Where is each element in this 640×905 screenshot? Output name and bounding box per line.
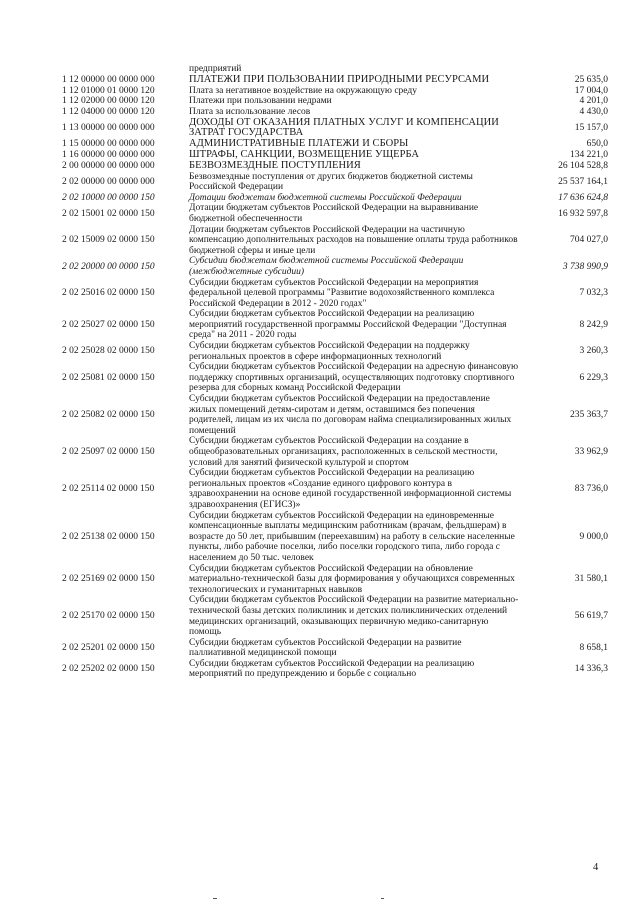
classification-code: 1 12 00000 00 0000 000 — [62, 75, 155, 86]
classification-code: 2 02 20000 00 0000 150 — [62, 261, 155, 272]
classification-code: 2 02 25114 02 0000 150 — [62, 484, 155, 495]
scan-artifact-mark — [213, 898, 217, 899]
table-row — [62, 638, 608, 659]
row-amount: 9 000,0 — [579, 531, 608, 542]
row-amount: 15 157,0 — [574, 123, 608, 134]
row-description: Субсидии бюджетам субъектов Российской Федерации на реализацию мероприятий государственной программы Российской Федерации "Доступная среда" на 2011 - 2020 годы — [189, 309, 507, 341]
table-row — [62, 256, 608, 277]
row-amount: 33 962,9 — [574, 447, 608, 457]
row-amount: 3 738 990,9 — [562, 261, 608, 272]
classification-code: 2 02 25081 02 0000 150 — [62, 372, 155, 383]
classification-code: 2 02 25028 02 0000 150 — [62, 346, 155, 357]
row-description: Субсидии бюджетам субъектов Российской Федерации на единовременные компенсационные выплаты медицинским работникам (врачам, фельдшерам) в возрасте до 50 лет, прибывшим (переехавшим) на работу в сельские населенные пункты, либо рабочие поселки, либо поселки городского типа, либо города с населением до 50 тыс. человек — [189, 510, 515, 563]
row-amount: 25 635,0 — [574, 75, 608, 86]
table-row — [62, 203, 608, 224]
row-amount: 3 260,3 — [579, 346, 608, 357]
row-description: Дотации бюджетам субъектов Российской Федерации на выравнивание бюджетной обеспеченности — [189, 203, 479, 224]
table-row — [62, 161, 608, 172]
page-number: 4 — [593, 862, 599, 873]
table-row — [62, 75, 608, 86]
row-description: Субсидии бюджетам субъектов Российской Федерации на развитие материально-технической базы детских поликлиник и детских поликлинических отделений медицинских организаций, оказывающих первичную медико-санитарную помощь — [189, 595, 519, 638]
classification-code: 2 02 25082 02 0000 150 — [62, 409, 155, 420]
row-description: Субсидии бюджетам субъектов Российской Федерации на создание в общеобразовательных организациях, расположенных в сельской местности, условий для занятий физической культурой и спортом — [189, 436, 498, 468]
table-row — [62, 436, 608, 468]
row-description: Плата за использование лесов — [189, 106, 311, 117]
classification-code: 2 02 00000 00 0000 000 — [62, 176, 155, 187]
classification-code: 1 12 01000 01 0000 120 — [62, 85, 155, 96]
classification-code: 1 12 04000 00 0000 120 — [62, 106, 155, 117]
table-row — [62, 107, 608, 118]
row-description: Субсидии бюджетам субъектов Российской Федерации на адресную финансовую поддержку спортивных организаций, осуществляющих подготовку спортивного резерва для сборных команд Российской Федерации — [189, 362, 519, 394]
classification-code: 2 02 15001 02 0000 150 — [62, 208, 155, 219]
table-row — [62, 511, 608, 564]
row-description: ДОХОДЫ ОТ ОКАЗАНИЯ ПЛАТНЫХ УСЛУГ И КОМПЕНСАЦИИ ЗАТРАТ ГОСУДАРСТВА — [189, 116, 499, 139]
row-description: Дотации бюджетам бюджетной системы Российской Федерации — [189, 192, 462, 203]
row-description: Платежи при пользовании недрами — [189, 96, 332, 107]
row-amount: 26 104 528,8 — [558, 160, 608, 171]
classification-code: 2 02 25138 02 0000 150 — [62, 531, 155, 542]
budget-revenue-table — [62, 75, 608, 680]
continued-text: предприятий — [189, 64, 242, 74]
row-amount: 83 736,0 — [574, 484, 608, 495]
table-row — [62, 659, 608, 680]
classification-code: 2 02 25097 02 0000 150 — [62, 447, 155, 457]
row-amount: 25 537 164,1 — [558, 176, 608, 187]
classification-code: 2 02 10000 00 0000 150 — [62, 192, 155, 203]
row-description: Субсидии бюджетам субъектов Российской Федерации на поддержку региональных проектов в сфере информационных технологий — [189, 341, 470, 362]
row-amount: 6 229,3 — [579, 372, 608, 383]
row-description: Субсидии бюджетам субъектов Российской Федерации на реализацию мероприятий по предупреждению и борьбе с социально — [189, 658, 475, 680]
row-description: АДМИНИСТРАТИВНЫЕ ПЛАТЕЖИ И СБОРЫ — [189, 138, 409, 150]
row-amount: 16 932 597,8 — [558, 208, 608, 219]
row-description: БЕЗВОЗМЕЗДНЫЕ ПОСТУПЛЕНИЯ — [189, 159, 361, 171]
table-row — [62, 172, 608, 193]
classification-code: 1 13 00000 00 0000 000 — [62, 123, 155, 134]
table-row — [62, 225, 608, 257]
table-row — [62, 86, 608, 97]
row-description: Субсидии бюджетам субъектов Российской Федерации на мероприятия федеральной целевой программы "Развитие водохозяйственного комплекса Российской Федерации в 2012 - 2020 годах" — [189, 277, 495, 309]
table-row — [62, 595, 608, 637]
table-row — [62, 394, 608, 436]
table-row — [62, 118, 608, 140]
row-amount: 235 363,7 — [570, 409, 608, 420]
classification-code: 2 02 25169 02 0000 150 — [62, 574, 155, 585]
row-description: Дотации бюджетам субъектов Российской Федерации на частичную компенсацию дополнительных расходов на повышение оплаты труда работников бюджетной сферы и иные цели — [189, 224, 518, 256]
row-amount: 4 430,0 — [579, 106, 608, 117]
row-amount: 7 032,3 — [579, 288, 608, 299]
classification-code: 2 02 25016 02 0000 150 — [62, 288, 155, 299]
classification-code: 2 02 25201 02 0000 150 — [62, 642, 155, 653]
table-row — [62, 362, 608, 394]
table-row — [62, 193, 608, 204]
row-description: Субсидии бюджетам субъектов Российской Федерации на обновление материально-технической базы для формирования у обучающихся современных технологических и гуманитарных навыков — [189, 563, 515, 595]
classification-code: 1 15 00000 00 0000 000 — [62, 139, 155, 150]
classification-code: 2 00 00000 00 0000 000 — [62, 160, 155, 171]
row-amount: 56 619,7 — [574, 611, 608, 622]
row-amount: 17 636 624,8 — [558, 192, 608, 203]
row-description: Субсидии бюджетам субъектов Российской Федерации на предоставление жилых помещений детям-сиротам и детям, оставшимся без попечения родителей, лицам из их числа по договорам найма специализированных жилых помещений — [189, 394, 512, 436]
classification-code: 2 02 25170 02 0000 150 — [62, 611, 155, 622]
row-description: Субсидии бюджетам бюджетной системы Российской Федерации (межбюджетные субсидии) — [189, 256, 464, 277]
row-description: Плата за негативное воздействие на окружающую среду — [189, 85, 417, 96]
row-description: ПЛАТЕЖИ ПРИ ПОЛЬЗОВАНИИ ПРИРОДНЫМИ РЕСУРСАМИ — [189, 74, 490, 85]
classification-code: 2 02 15009 02 0000 150 — [62, 235, 155, 246]
row-description: Субсидии бюджетам субъектов Российской Федерации на развитие паллиативной медицинской помощи — [189, 637, 462, 659]
row-description: Субсидии бюджетам субъектов Российской Федерации на реализацию региональных проектов «Создание единого цифрового контура в здравоохранении на основе единой государственной информационной системы здравоохранения (ЕГИСЗ)» — [189, 468, 512, 510]
classification-code: 1 12 02000 00 0000 120 — [62, 96, 155, 107]
row-amount: 17 004,0 — [574, 85, 608, 96]
table-row — [62, 468, 608, 510]
table-body — [62, 75, 608, 680]
row-description: ШТРАФЫ, САНКЦИИ, ВОЗМЕЩЕНИЕ УЩЕРБА — [189, 148, 420, 160]
row-amount: 8 242,9 — [579, 319, 608, 330]
row-amount: 650,0 — [586, 139, 608, 150]
row-amount: 704 027,0 — [570, 235, 608, 246]
table-row — [62, 309, 608, 341]
table-row — [62, 341, 608, 362]
table-row — [62, 96, 608, 107]
table-row — [62, 278, 608, 310]
classification-code: 2 02 25202 02 0000 150 — [62, 664, 155, 675]
row-amount: 134 221,0 — [570, 150, 608, 161]
row-amount: 31 580,1 — [574, 574, 608, 585]
classification-code: 1 16 00000 00 0000 000 — [62, 150, 155, 161]
table-row — [62, 564, 608, 596]
row-description: Безвозмездные поступления от других бюджетов бюджетной системы Российской Федерации — [189, 171, 473, 193]
scan-artifact-mark — [381, 898, 384, 899]
row-amount: 14 336,3 — [574, 664, 608, 675]
row-amount: 4 201,0 — [579, 96, 608, 107]
row-amount: 8 658,1 — [579, 642, 608, 653]
classification-code: 2 02 25027 02 0000 150 — [62, 319, 155, 330]
